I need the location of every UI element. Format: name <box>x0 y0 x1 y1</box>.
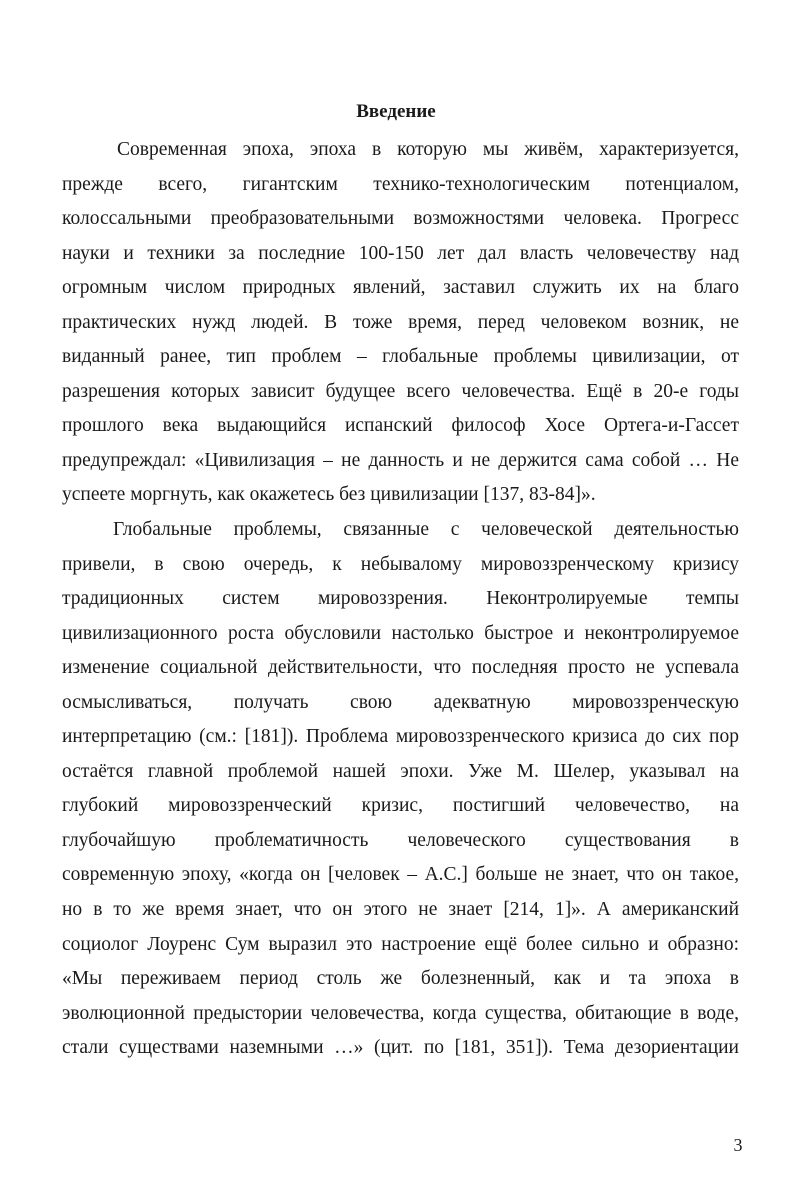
page-title: Введение <box>356 101 436 122</box>
paragraph-line: остаётся главной проблемой нашей эпохи. Уже М. Шелер, указывал на <box>62 760 739 782</box>
paragraph-line: огромным числом природных явлений, заставил служить их на благо <box>62 277 739 299</box>
paragraph-line: предупреждал: «Цивилизация – не данность и не держится сама собой … Не <box>62 449 739 471</box>
paragraph-line: успеете моргнуть, как окажетесь без цивилизации [137, 83-84]». <box>62 484 596 506</box>
paragraph-line: интерпретацию (см.: [181]). Проблема мировоззренческого кризиса до сих пор <box>62 726 739 748</box>
paragraph-line: социолог Лоуренс Сум выразил это настроение ещё более сильно и образно: <box>62 933 739 955</box>
paragraph-line: традиционных систем мировоззрения. Неконтролируемые темпы <box>62 588 739 610</box>
paragraph-line: стали существами наземными …» (цит. по [181, 351]). Тема дезориентации <box>62 1037 739 1059</box>
paragraph-line: но в то же время знает, что он этого не знает [214, 1]». А американский <box>62 899 739 921</box>
paragraph-line: современную эпоху, «когда он [человек – А.С.] больше не знает, что он такое, <box>62 864 739 886</box>
paragraph-line: глубочайшую проблематичность человеческого существования в <box>62 829 739 851</box>
paragraph-line: колоссальными преобразовательными возможностями человека. Прогресс <box>62 208 739 230</box>
paragraph-line: прежде всего, гигантским технико-технологическим потенциалом, <box>62 173 739 195</box>
paragraph-line: прошлого века выдающийся испанский философ Хосе Ортега-и-Гассет <box>62 415 739 437</box>
paragraph-line: Современная эпоха, эпоха в которую мы живём, характеризуется, <box>117 139 739 160</box>
paragraph-line: глубокий мировоззренческий кризис, постигший человечество, на <box>62 795 739 817</box>
paragraph-line: привели, в свою очередь, к небывалому мировоззренческому кризису <box>62 553 739 575</box>
paragraph-line: эволюционной предыстории человечества, когда существа, обитающие в воде, <box>62 1002 739 1024</box>
paragraph-line: цивилизационного роста обусловили настолько быстрое и неконтролируемое <box>62 622 739 644</box>
page-number: 3 <box>733 1135 743 1155</box>
paragraph-line: осмысливаться, получать свою адекватную мировоззренческую <box>62 691 739 713</box>
paragraph-line: практических нужд людей. В тоже время, перед человеком возник, не <box>62 311 739 333</box>
paragraph-line: науки и техники за последние 100-150 лет дал власть человечеству над <box>62 242 739 264</box>
body-text <box>62 133 739 1066</box>
paragraph-line: Глобальные проблемы, связанные с человеческой деятельностью <box>113 519 739 541</box>
paragraph-line: разрешения которых зависит будущее всего человечества. Ещё в 20-е годы <box>62 380 739 402</box>
paragraph-line: изменение социальной действительности, что последняя просто не успевала <box>62 657 739 679</box>
paragraph-line: виданный ранее, тип проблем – глобальные проблемы цивилизации, от <box>62 346 739 368</box>
paragraph-line: «Мы переживаем период столь же болезненный, как и та эпоха в <box>62 968 739 990</box>
